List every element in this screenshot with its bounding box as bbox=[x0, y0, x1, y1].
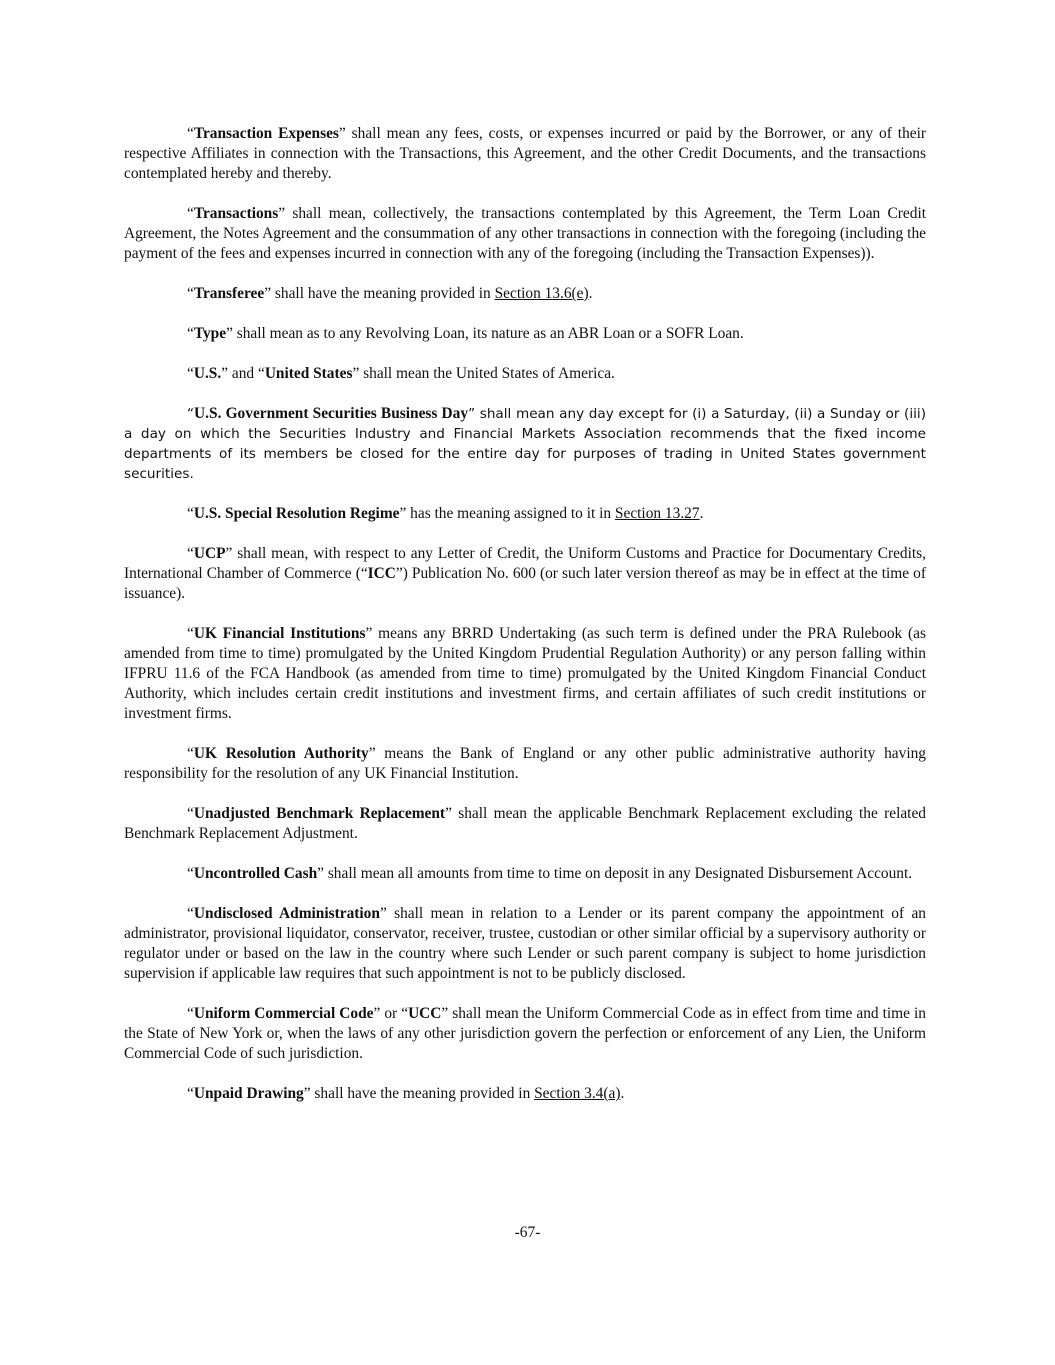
definition-undisclosed-administration bbox=[124, 904, 926, 984]
defined-term: Uncontrolled Cash bbox=[193, 865, 318, 882]
definition-text: ” means any BRRD Undertaking (as such term is defined under the PRA Rulebook (as amended from time to time) promulgated by the United Kingdom Prudential Regulation Authority) or any person falling within IFPRU 11.6 of the FCA Handbook (as amended from time to time) promulgated by the United Kingdom Financial Conduct Authority, which includes certain credit institutions and investment firms, and certain affiliates of such credit institutions or investment firms. bbox=[124, 625, 926, 722]
defined-term: Unadjusted Benchmark Replacement bbox=[193, 805, 446, 822]
definition-uniform-commercial-code bbox=[124, 1004, 926, 1064]
open-quote: “ bbox=[187, 865, 194, 882]
open-quote: “ bbox=[187, 805, 194, 822]
definition-us-government-securities-business-day bbox=[124, 404, 926, 484]
definition-text: ” shall mean, collectively, the transactions contemplated by this Agreement, the Term Loan Credit Agreement, the Notes Agreement and the consummation of any other transactions in connection with the foregoing (including the payment of the fees and expenses incurred in connection with any of the foregoing (including the Transaction Expenses)). bbox=[124, 205, 926, 262]
section-reference-link[interactable]: Section 13.6(e) bbox=[494, 285, 589, 302]
definition-text-continued: ”) Publication No. 600 (or such later version thereof as may be in effect at the time of issuance). bbox=[124, 565, 927, 602]
definition-end: . bbox=[699, 505, 704, 522]
defined-term: Unpaid Drawing bbox=[193, 1085, 304, 1102]
definition-us-special-resolution-regime bbox=[124, 504, 926, 524]
definition-transaction-expenses bbox=[124, 124, 926, 184]
defined-term: U.S. Government Securities Business Day bbox=[194, 405, 469, 422]
definition-ucp bbox=[124, 544, 926, 604]
definition-text: ” shall mean as to any Revolving Loan, its nature as an ABR Loan or a SOFR Loan. bbox=[226, 325, 744, 342]
open-quote: “ bbox=[187, 325, 194, 342]
open-quote: “ bbox=[187, 205, 194, 222]
defined-term: Uniform Commercial Code bbox=[193, 1005, 374, 1022]
definition-text: ” means the Bank of England or any other public administrative authority having responsibility for the resolution of any UK Financial Institution. bbox=[124, 745, 926, 782]
open-quote: “ bbox=[187, 505, 194, 522]
definition-end: . bbox=[620, 1085, 625, 1102]
definitions-section bbox=[124, 124, 926, 1124]
open-quote: “ bbox=[187, 1005, 194, 1022]
defined-term: Undisclosed Administration bbox=[193, 905, 380, 922]
definition-type bbox=[124, 324, 926, 344]
page-number: -67- bbox=[514, 1224, 541, 1241]
definition-text: ” shall mean any fees, costs, or expenses incurred or paid by the Borrower, or any of their respective Affiliates in connection with the Transactions, this Agreement, and the other Credit Documents, and the transactions contemplated hereby and thereby. bbox=[124, 125, 926, 182]
open-quote: “ bbox=[187, 285, 194, 302]
definition-text: ” shall mean the applicable Benchmark Replacement excluding the related Benchmark Replacement Adjustment. bbox=[124, 805, 926, 842]
defined-term: U.S. bbox=[193, 365, 222, 382]
definition-transferee bbox=[124, 284, 926, 304]
defined-term-alternate: United States bbox=[264, 365, 353, 382]
definition-uncontrolled-cash bbox=[124, 864, 926, 884]
open-quote: “ bbox=[187, 365, 194, 382]
defined-term: Transactions bbox=[193, 205, 279, 222]
definition-connector: ” or “ bbox=[373, 1005, 409, 1022]
section-reference-link[interactable]: Section 3.4(a) bbox=[534, 1085, 621, 1102]
definition-text: ” shall have the meaning provided in bbox=[303, 1085, 535, 1102]
definition-text: ” shall mean all amounts from time to time on deposit in any Designated Disbursement Account. bbox=[317, 865, 913, 882]
definition-uk-financial-institutions bbox=[124, 624, 926, 724]
defined-term: Type bbox=[193, 325, 227, 342]
defined-term: U.S. Special Resolution Regime bbox=[193, 505, 400, 522]
open-quote: “ bbox=[187, 125, 194, 142]
definition-uk-resolution-authority bbox=[124, 744, 926, 784]
open-quote: “ bbox=[187, 905, 194, 922]
definition-transactions bbox=[124, 204, 926, 264]
definition-text: ” shall mean, with respect to any Letter of Credit, the Uniform Customs and Practice for Documentary Credits, International Chamber of Commerce (“ bbox=[124, 545, 926, 582]
defined-term: UK Resolution Authority bbox=[193, 745, 369, 762]
definition-text: ” shall mean the Uniform Commercial Code as in effect from time and time in the State of New York or, when the laws of any other jurisdiction govern the perfection or enforcement of any Lien, the Uniform Commercial Code of such jurisdiction. bbox=[124, 1005, 926, 1062]
definition-text: ” has the meaning assigned to it in bbox=[399, 505, 615, 522]
definition-text: ” shall mean the United States of America. bbox=[352, 365, 615, 382]
defined-term: UK Financial Institutions bbox=[193, 625, 366, 642]
definition-unadjusted-benchmark-replacement bbox=[124, 804, 926, 844]
definition-text: ” shall mean in relation to a Lender or its parent company the appointment of an administrator, provisional liquidator, conservator, receiver, trustee, custodian or other similar official by a supervisory authority or regulator under or based on the law in the country where such Lender or such parent company is subject to home jurisdiction supervision if applicable law requires that such appointment is not to be publicly disclosed. bbox=[124, 905, 926, 982]
defined-term-alternate: UCC bbox=[408, 1005, 442, 1022]
section-reference-link[interactable]: Section 13.27 bbox=[614, 505, 700, 522]
open-quote: “ bbox=[187, 1085, 194, 1102]
defined-term: Transferee bbox=[193, 285, 265, 302]
definition-us bbox=[124, 364, 926, 384]
definition-connector: ” and “ bbox=[221, 365, 265, 382]
defined-term: Transaction Expenses bbox=[193, 125, 339, 142]
defined-term: UCP bbox=[193, 545, 226, 562]
defined-term-alternate: ICC bbox=[367, 565, 396, 582]
open-quote: “ bbox=[187, 545, 194, 562]
open-quote: “ bbox=[187, 406, 195, 422]
definition-unpaid-drawing bbox=[124, 1084, 926, 1104]
definition-text: ” shall mean any day except for (i) a Saturday, (ii) a Sunday or (iii) a day on which the Securities Industry and Financial Markets Association recommends that the fixed income departments of its members be closed for the entire day for purposes of trading in United States government securities. bbox=[124, 406, 926, 482]
definition-end: . bbox=[588, 285, 593, 302]
open-quote: “ bbox=[187, 625, 194, 642]
definition-text: ” shall have the meaning provided in bbox=[264, 285, 495, 302]
open-quote: “ bbox=[187, 745, 194, 762]
